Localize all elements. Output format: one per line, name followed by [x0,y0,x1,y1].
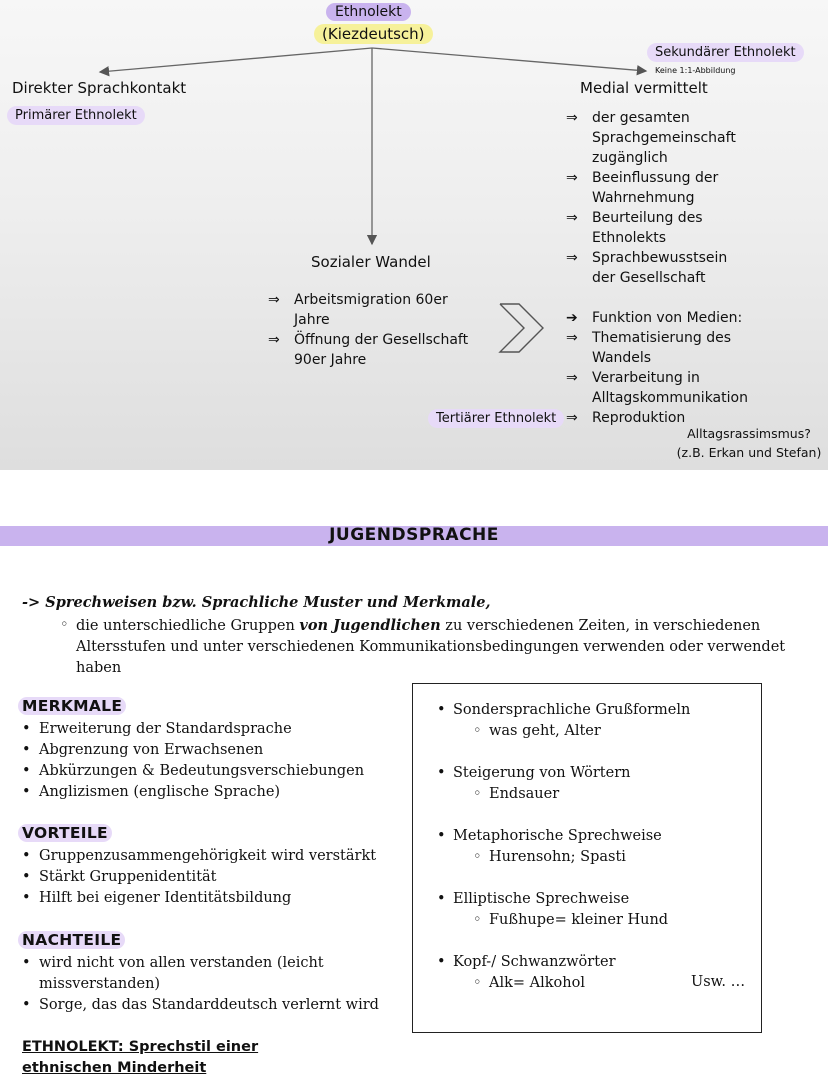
implies-arrow-icon: ⇒ [566,370,578,386]
bullet-icon: • [437,891,446,907]
bullet-icon: • [437,828,446,844]
circle-bullet-icon: ◦ [473,786,482,802]
list-item: • Abgrenzung von Erwachsenen [22,740,364,761]
list-item: • Gruppenzusammengehörigkeit wird verstärkt [22,846,376,867]
bullet-icon: • [22,890,31,906]
tertiaer-label: Tertiärer Ethnolekt [428,409,564,428]
list-item: • wird nicht von allen verstanden (leicht missverstanden) [22,955,324,992]
bullet-icon: • [22,997,31,1013]
definition-intro [22,592,802,679]
implies-arrow-icon: ⇒ [566,410,578,426]
merkmale-heading: MERKMALE [18,697,126,715]
list-item: ➔ Funktion von Medien: [566,310,743,326]
bullet-icon: • [22,721,31,737]
list-item: ⇒ Reproduktion [566,410,686,426]
bullet-icon: • [22,742,31,758]
circle-bullet-icon: ◦ [473,975,482,991]
examples-list [437,700,690,1015]
vorteile-list [22,846,376,909]
circle-bullet-icon: ◦ [473,723,482,739]
bullet-icon: • [22,763,31,779]
examples-box [412,683,762,1033]
left-branch-title: Direkter Sprachkontakt [12,79,187,97]
list-item: ⇒ Verarbeitung in Alltagskommunikation [566,370,748,406]
nachteile-heading: NACHTEILE [18,931,125,949]
list-item: • Metaphorische Sprechweise ◦ Hurensohn; Spasti [437,826,690,868]
bullet-icon: • [22,848,31,864]
bold-arrow-icon: ➔ [566,310,578,326]
circle-bullet-icon: ◦ [473,912,482,928]
chevron-right-icon [500,304,543,352]
sekundaer-note: Keine 1:1-Abbildung [655,66,736,75]
right-branch-list [566,108,746,288]
middle-branch-title: Sozialer Wandel [311,253,431,271]
right-branch-title: Medial vermittelt [580,79,708,97]
bullet-icon: • [437,702,446,718]
circle-bullet-icon: ◦ [473,849,482,865]
function-list [566,308,766,428]
bullet-icon: • [22,869,31,885]
implies-arrow-icon: ⇒ [566,330,578,346]
circle-bullet-icon: ◦ [60,617,69,633]
list-item: • Sondersprachliche Grußformeln ◦ was geht, Alter [437,700,690,742]
list-item: • Sorge, das das Standarddeutsch verlernt wird [22,995,382,1016]
middle-branch-list [268,290,478,370]
bullet-icon: • [22,955,31,971]
section-title: JUGENDSPRACHE [329,525,499,545]
sekundaer-label: Sekundärer Ethnolekt [647,43,804,62]
list-item: • Steigerung von Wörtern ◦ Endsauer [437,763,690,805]
implies-arrow-icon: ⇒ [566,250,578,266]
implies-arrow-icon: ⇒ [566,210,578,226]
list-item: ⇒ Beurteilung des Ethnolekts [566,210,703,246]
primaer-label: Primärer Ethnolekt [7,106,145,125]
bullet-icon: • [437,954,446,970]
list-item: • Erweiterung der Standardsprache [22,719,364,740]
list-item: ⇒ Arbeitsmigration 60er Jahre [268,292,448,328]
racism-note: Alltagsrassimsmus? (z.B. Erkan und Stefan) [676,426,822,460]
ethnolekt-definition: ETHNOLEKT: Sprechstil einer ethnischen Minderheit [22,1039,259,1076]
list-item: • Kopf-/ Schwanzwörter ◦ Alk= Alkohol [437,952,690,994]
list-item: ⇒ Thematisierung des Wandels [566,330,732,366]
root-title: Ethnolekt [326,3,411,21]
usw-label: Usw. … [691,974,746,990]
definition-lead: -> Sprechweisen bzw. Sprachliche Muster und Merkmale, [22,594,491,611]
vorteile-heading: VORTEILE [18,824,112,842]
nachteile-list [22,953,382,1016]
list-item: • Elliptische Sprechweise ◦ Fußhupe= kleiner Hund [437,889,690,931]
arrow-left [100,48,372,72]
list-item: • Stärkt Gruppenidentität [22,867,376,888]
implies-arrow-icon: ⇒ [566,110,578,126]
definition-sub: ◦ die unterschiedliche Gruppen von Jugendlichen zu verschiedenen Zeiten, in verschiedenen Altersstufen und unter verschiedenen Kommunikationsbedingungen verwenden oder verwendet haben [60,617,786,676]
arrow-right [372,48,646,71]
implies-arrow-icon: ⇒ [566,170,578,186]
root-subtitle: (Kiezdeutsch) [314,24,433,44]
ethnolekt-diagram [0,0,828,470]
merkmale-list [22,719,364,803]
list-item: • Hilft bei eigener Identitätsbildung [22,888,376,909]
implies-arrow-icon: ⇒ [268,292,280,308]
implies-arrow-icon: ⇒ [268,332,280,348]
bullet-icon: • [22,784,31,800]
bullet-icon: • [437,765,446,781]
list-item: ⇒ Beeinflussung der Wahrnehmung [566,170,719,206]
list-item: • Anglizismen (englische Sprache) [22,782,364,803]
list-item: ⇒ Sprachbewusstsein der Gesellschaft [566,250,728,286]
list-item: ⇒ der gesamten Sprachgemeinschaft zugänglich [566,110,736,166]
list-item: ⇒ Öffnung der Gesellschaft 90er Jahre [268,332,469,368]
list-item: • Abkürzungen & Bedeutungsverschiebungen [22,761,364,782]
